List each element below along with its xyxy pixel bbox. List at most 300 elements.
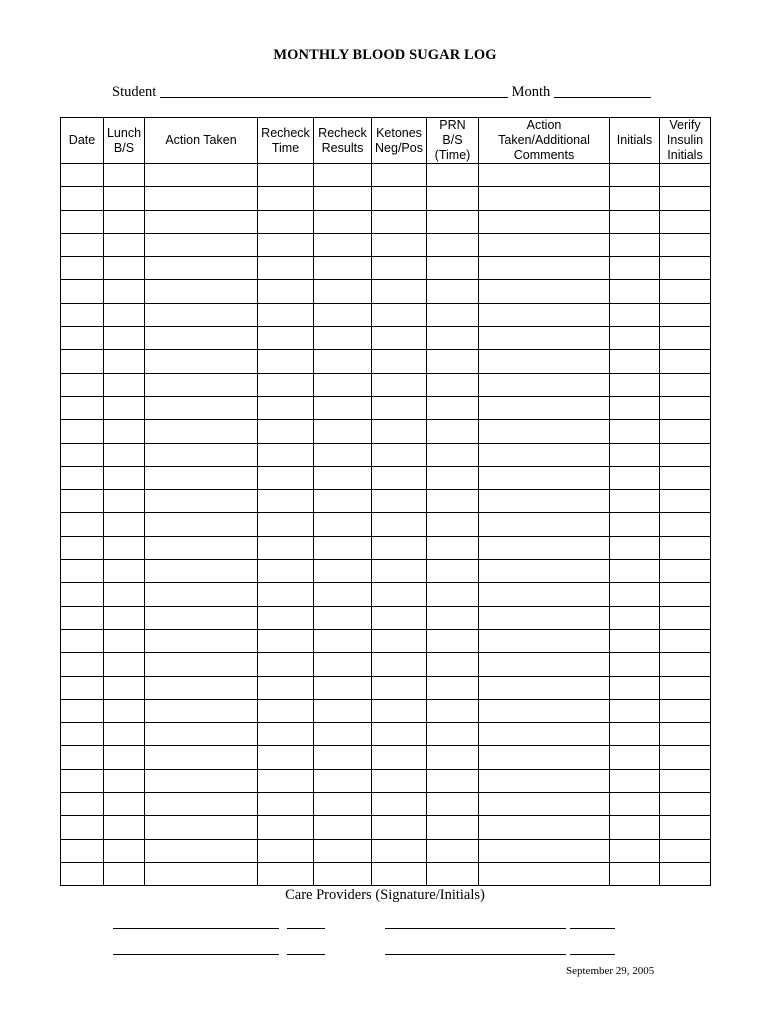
cell-action-taken[interactable] xyxy=(145,839,258,862)
cell-date[interactable] xyxy=(61,187,104,210)
cell-verify-insulin[interactable] xyxy=(660,699,711,722)
cell-action-taken[interactable] xyxy=(145,583,258,606)
cell-prn-bs[interactable] xyxy=(427,606,479,629)
cell-date[interactable] xyxy=(61,490,104,513)
cell-ketones[interactable] xyxy=(372,676,427,699)
cell-recheck-results[interactable] xyxy=(314,583,372,606)
cell-recheck-results[interactable] xyxy=(314,303,372,326)
cell-prn-bs[interactable] xyxy=(427,839,479,862)
cell-ketones[interactable] xyxy=(372,396,427,419)
cell-recheck-results[interactable] xyxy=(314,629,372,652)
cell-recheck-time[interactable] xyxy=(258,560,314,583)
cell-additional-comments[interactable] xyxy=(479,257,610,280)
cell-recheck-time[interactable] xyxy=(258,466,314,489)
cell-verify-insulin[interactable] xyxy=(660,490,711,513)
cell-additional-comments[interactable] xyxy=(479,699,610,722)
cell-additional-comments[interactable] xyxy=(479,629,610,652)
cell-prn-bs[interactable] xyxy=(427,629,479,652)
cell-action-taken[interactable] xyxy=(145,536,258,559)
cell-action-taken[interactable] xyxy=(145,233,258,256)
cell-action-taken[interactable] xyxy=(145,373,258,396)
cell-verify-insulin[interactable] xyxy=(660,420,711,443)
cell-ketones[interactable] xyxy=(372,769,427,792)
cell-recheck-results[interactable] xyxy=(314,793,372,816)
cell-additional-comments[interactable] xyxy=(479,210,610,233)
cell-date[interactable] xyxy=(61,769,104,792)
cell-additional-comments[interactable] xyxy=(479,187,610,210)
cell-prn-bs[interactable] xyxy=(427,583,479,606)
cell-action-taken[interactable] xyxy=(145,769,258,792)
cell-verify-insulin[interactable] xyxy=(660,653,711,676)
cell-lunch-bs[interactable] xyxy=(104,303,145,326)
cell-date[interactable] xyxy=(61,396,104,419)
cell-initials[interactable] xyxy=(610,396,660,419)
cell-initials[interactable] xyxy=(610,816,660,839)
cell-initials[interactable] xyxy=(610,303,660,326)
cell-initials[interactable] xyxy=(610,466,660,489)
cell-recheck-time[interactable] xyxy=(258,233,314,256)
cell-recheck-results[interactable] xyxy=(314,723,372,746)
cell-lunch-bs[interactable] xyxy=(104,466,145,489)
cell-lunch-bs[interactable] xyxy=(104,350,145,373)
cell-recheck-time[interactable] xyxy=(258,210,314,233)
cell-lunch-bs[interactable] xyxy=(104,210,145,233)
cell-additional-comments[interactable] xyxy=(479,793,610,816)
cell-date[interactable] xyxy=(61,839,104,862)
cell-additional-comments[interactable] xyxy=(479,420,610,443)
cell-date[interactable] xyxy=(61,699,104,722)
care-provider-2-initials-line[interactable] xyxy=(570,928,615,929)
cell-verify-insulin[interactable] xyxy=(660,583,711,606)
cell-recheck-results[interactable] xyxy=(314,164,372,187)
cell-verify-insulin[interactable] xyxy=(660,560,711,583)
cell-initials[interactable] xyxy=(610,583,660,606)
cell-ketones[interactable] xyxy=(372,793,427,816)
cell-recheck-time[interactable] xyxy=(258,350,314,373)
cell-recheck-time[interactable] xyxy=(258,396,314,419)
cell-date[interactable] xyxy=(61,233,104,256)
cell-action-taken[interactable] xyxy=(145,560,258,583)
cell-prn-bs[interactable] xyxy=(427,490,479,513)
cell-action-taken[interactable] xyxy=(145,676,258,699)
cell-date[interactable] xyxy=(61,606,104,629)
cell-date[interactable] xyxy=(61,327,104,350)
cell-initials[interactable] xyxy=(610,490,660,513)
cell-action-taken[interactable] xyxy=(145,723,258,746)
cell-recheck-results[interactable] xyxy=(314,606,372,629)
cell-action-taken[interactable] xyxy=(145,629,258,652)
cell-prn-bs[interactable] xyxy=(427,769,479,792)
cell-date[interactable] xyxy=(61,653,104,676)
cell-lunch-bs[interactable] xyxy=(104,373,145,396)
cell-ketones[interactable] xyxy=(372,536,427,559)
cell-recheck-time[interactable] xyxy=(258,699,314,722)
cell-recheck-results[interactable] xyxy=(314,746,372,769)
cell-lunch-bs[interactable] xyxy=(104,816,145,839)
cell-recheck-results[interactable] xyxy=(314,373,372,396)
cell-additional-comments[interactable] xyxy=(479,723,610,746)
cell-additional-comments[interactable] xyxy=(479,233,610,256)
cell-additional-comments[interactable] xyxy=(479,466,610,489)
cell-initials[interactable] xyxy=(610,723,660,746)
cell-verify-insulin[interactable] xyxy=(660,769,711,792)
cell-lunch-bs[interactable] xyxy=(104,653,145,676)
cell-prn-bs[interactable] xyxy=(427,536,479,559)
cell-date[interactable] xyxy=(61,443,104,466)
cell-verify-insulin[interactable] xyxy=(660,746,711,769)
cell-date[interactable] xyxy=(61,536,104,559)
cell-lunch-bs[interactable] xyxy=(104,862,145,885)
cell-prn-bs[interactable] xyxy=(427,327,479,350)
care-provider-1-signature-line[interactable] xyxy=(113,928,279,929)
cell-lunch-bs[interactable] xyxy=(104,629,145,652)
cell-verify-insulin[interactable] xyxy=(660,536,711,559)
cell-verify-insulin[interactable] xyxy=(660,210,711,233)
cell-lunch-bs[interactable] xyxy=(104,676,145,699)
cell-prn-bs[interactable] xyxy=(427,466,479,489)
cell-initials[interactable] xyxy=(610,629,660,652)
cell-date[interactable] xyxy=(61,629,104,652)
month-field[interactable] xyxy=(554,83,651,98)
cell-prn-bs[interactable] xyxy=(427,443,479,466)
cell-additional-comments[interactable] xyxy=(479,536,610,559)
cell-lunch-bs[interactable] xyxy=(104,280,145,303)
cell-ketones[interactable] xyxy=(372,233,427,256)
cell-prn-bs[interactable] xyxy=(427,793,479,816)
cell-initials[interactable] xyxy=(610,839,660,862)
cell-additional-comments[interactable] xyxy=(479,490,610,513)
care-provider-3-initials-line[interactable] xyxy=(287,954,325,955)
cell-recheck-time[interactable] xyxy=(258,513,314,536)
cell-verify-insulin[interactable] xyxy=(660,862,711,885)
cell-lunch-bs[interactable] xyxy=(104,793,145,816)
cell-initials[interactable] xyxy=(610,513,660,536)
cell-recheck-time[interactable] xyxy=(258,187,314,210)
cell-ketones[interactable] xyxy=(372,443,427,466)
cell-initials[interactable] xyxy=(610,233,660,256)
cell-lunch-bs[interactable] xyxy=(104,257,145,280)
cell-verify-insulin[interactable] xyxy=(660,606,711,629)
cell-action-taken[interactable] xyxy=(145,816,258,839)
cell-recheck-time[interactable] xyxy=(258,816,314,839)
cell-prn-bs[interactable] xyxy=(427,373,479,396)
cell-action-taken[interactable] xyxy=(145,187,258,210)
cell-ketones[interactable] xyxy=(372,653,427,676)
cell-prn-bs[interactable] xyxy=(427,164,479,187)
cell-lunch-bs[interactable] xyxy=(104,187,145,210)
cell-recheck-results[interactable] xyxy=(314,233,372,256)
cell-recheck-time[interactable] xyxy=(258,257,314,280)
cell-prn-bs[interactable] xyxy=(427,862,479,885)
cell-prn-bs[interactable] xyxy=(427,187,479,210)
cell-prn-bs[interactable] xyxy=(427,233,479,256)
cell-additional-comments[interactable] xyxy=(479,164,610,187)
cell-recheck-results[interactable] xyxy=(314,280,372,303)
cell-lunch-bs[interactable] xyxy=(104,606,145,629)
cell-ketones[interactable] xyxy=(372,187,427,210)
cell-ketones[interactable] xyxy=(372,629,427,652)
cell-initials[interactable] xyxy=(610,187,660,210)
cell-additional-comments[interactable] xyxy=(479,606,610,629)
cell-ketones[interactable] xyxy=(372,327,427,350)
cell-lunch-bs[interactable] xyxy=(104,490,145,513)
cell-recheck-time[interactable] xyxy=(258,583,314,606)
cell-additional-comments[interactable] xyxy=(479,676,610,699)
cell-date[interactable] xyxy=(61,676,104,699)
cell-additional-comments[interactable] xyxy=(479,583,610,606)
cell-verify-insulin[interactable] xyxy=(660,629,711,652)
cell-date[interactable] xyxy=(61,350,104,373)
cell-recheck-results[interactable] xyxy=(314,466,372,489)
cell-lunch-bs[interactable] xyxy=(104,839,145,862)
cell-additional-comments[interactable] xyxy=(479,350,610,373)
cell-ketones[interactable] xyxy=(372,862,427,885)
cell-ketones[interactable] xyxy=(372,816,427,839)
cell-recheck-time[interactable] xyxy=(258,303,314,326)
cell-lunch-bs[interactable] xyxy=(104,536,145,559)
cell-ketones[interactable] xyxy=(372,466,427,489)
care-provider-4-signature-line[interactable] xyxy=(385,954,566,955)
cell-additional-comments[interactable] xyxy=(479,862,610,885)
cell-action-taken[interactable] xyxy=(145,443,258,466)
cell-action-taken[interactable] xyxy=(145,793,258,816)
care-provider-4-initials-line[interactable] xyxy=(570,954,615,955)
cell-prn-bs[interactable] xyxy=(427,210,479,233)
cell-recheck-time[interactable] xyxy=(258,793,314,816)
cell-recheck-time[interactable] xyxy=(258,769,314,792)
cell-date[interactable] xyxy=(61,513,104,536)
cell-recheck-results[interactable] xyxy=(314,490,372,513)
cell-recheck-time[interactable] xyxy=(258,490,314,513)
care-provider-1-initials-line[interactable] xyxy=(287,928,325,929)
cell-action-taken[interactable] xyxy=(145,210,258,233)
cell-initials[interactable] xyxy=(610,257,660,280)
cell-recheck-results[interactable] xyxy=(314,769,372,792)
cell-verify-insulin[interactable] xyxy=(660,466,711,489)
cell-date[interactable] xyxy=(61,373,104,396)
cell-verify-insulin[interactable] xyxy=(660,396,711,419)
cell-initials[interactable] xyxy=(610,793,660,816)
cell-recheck-time[interactable] xyxy=(258,373,314,396)
cell-additional-comments[interactable] xyxy=(479,560,610,583)
cell-verify-insulin[interactable] xyxy=(660,257,711,280)
cell-initials[interactable] xyxy=(610,443,660,466)
cell-recheck-time[interactable] xyxy=(258,327,314,350)
cell-verify-insulin[interactable] xyxy=(660,676,711,699)
cell-action-taken[interactable] xyxy=(145,280,258,303)
cell-initials[interactable] xyxy=(610,746,660,769)
cell-recheck-results[interactable] xyxy=(314,396,372,419)
cell-additional-comments[interactable] xyxy=(479,839,610,862)
cell-action-taken[interactable] xyxy=(145,257,258,280)
cell-verify-insulin[interactable] xyxy=(660,723,711,746)
cell-initials[interactable] xyxy=(610,420,660,443)
cell-action-taken[interactable] xyxy=(145,746,258,769)
cell-lunch-bs[interactable] xyxy=(104,233,145,256)
cell-initials[interactable] xyxy=(610,350,660,373)
cell-initials[interactable] xyxy=(610,327,660,350)
cell-recheck-time[interactable] xyxy=(258,443,314,466)
cell-prn-bs[interactable] xyxy=(427,723,479,746)
cell-additional-comments[interactable] xyxy=(479,327,610,350)
cell-ketones[interactable] xyxy=(372,210,427,233)
cell-initials[interactable] xyxy=(610,769,660,792)
cell-additional-comments[interactable] xyxy=(479,443,610,466)
cell-recheck-time[interactable] xyxy=(258,420,314,443)
student-name-field[interactable] xyxy=(160,83,508,98)
cell-additional-comments[interactable] xyxy=(479,746,610,769)
cell-prn-bs[interactable] xyxy=(427,350,479,373)
cell-verify-insulin[interactable] xyxy=(660,513,711,536)
cell-verify-insulin[interactable] xyxy=(660,839,711,862)
cell-prn-bs[interactable] xyxy=(427,396,479,419)
cell-verify-insulin[interactable] xyxy=(660,233,711,256)
cell-lunch-bs[interactable] xyxy=(104,327,145,350)
cell-prn-bs[interactable] xyxy=(427,280,479,303)
cell-recheck-time[interactable] xyxy=(258,536,314,559)
cell-action-taken[interactable] xyxy=(145,699,258,722)
cell-verify-insulin[interactable] xyxy=(660,327,711,350)
cell-verify-insulin[interactable] xyxy=(660,373,711,396)
cell-ketones[interactable] xyxy=(372,746,427,769)
cell-recheck-results[interactable] xyxy=(314,513,372,536)
cell-recheck-time[interactable] xyxy=(258,676,314,699)
cell-date[interactable] xyxy=(61,723,104,746)
cell-verify-insulin[interactable] xyxy=(660,350,711,373)
cell-action-taken[interactable] xyxy=(145,862,258,885)
cell-ketones[interactable] xyxy=(372,490,427,513)
cell-verify-insulin[interactable] xyxy=(660,303,711,326)
cell-date[interactable] xyxy=(61,816,104,839)
cell-ketones[interactable] xyxy=(372,606,427,629)
cell-lunch-bs[interactable] xyxy=(104,560,145,583)
cell-recheck-time[interactable] xyxy=(258,862,314,885)
cell-date[interactable] xyxy=(61,164,104,187)
care-provider-2-signature-line[interactable] xyxy=(385,928,566,929)
cell-prn-bs[interactable] xyxy=(427,699,479,722)
cell-action-taken[interactable] xyxy=(145,513,258,536)
cell-recheck-time[interactable] xyxy=(258,653,314,676)
cell-ketones[interactable] xyxy=(372,350,427,373)
cell-prn-bs[interactable] xyxy=(427,653,479,676)
cell-recheck-results[interactable] xyxy=(314,257,372,280)
cell-lunch-bs[interactable] xyxy=(104,746,145,769)
cell-lunch-bs[interactable] xyxy=(104,723,145,746)
cell-ketones[interactable] xyxy=(372,839,427,862)
cell-additional-comments[interactable] xyxy=(479,769,610,792)
cell-initials[interactable] xyxy=(610,210,660,233)
cell-recheck-time[interactable] xyxy=(258,629,314,652)
cell-additional-comments[interactable] xyxy=(479,280,610,303)
cell-recheck-results[interactable] xyxy=(314,816,372,839)
cell-action-taken[interactable] xyxy=(145,420,258,443)
care-provider-3-signature-line[interactable] xyxy=(113,954,279,955)
cell-recheck-results[interactable] xyxy=(314,350,372,373)
cell-recheck-results[interactable] xyxy=(314,327,372,350)
cell-lunch-bs[interactable] xyxy=(104,443,145,466)
cell-initials[interactable] xyxy=(610,653,660,676)
cell-verify-insulin[interactable] xyxy=(660,280,711,303)
cell-recheck-time[interactable] xyxy=(258,746,314,769)
cell-date[interactable] xyxy=(61,793,104,816)
cell-additional-comments[interactable] xyxy=(479,396,610,419)
cell-verify-insulin[interactable] xyxy=(660,816,711,839)
cell-ketones[interactable] xyxy=(372,303,427,326)
cell-lunch-bs[interactable] xyxy=(104,513,145,536)
cell-ketones[interactable] xyxy=(372,280,427,303)
cell-action-taken[interactable] xyxy=(145,396,258,419)
cell-date[interactable] xyxy=(61,746,104,769)
cell-date[interactable] xyxy=(61,280,104,303)
cell-date[interactable] xyxy=(61,583,104,606)
cell-initials[interactable] xyxy=(610,699,660,722)
cell-prn-bs[interactable] xyxy=(427,303,479,326)
cell-recheck-time[interactable] xyxy=(258,723,314,746)
cell-recheck-results[interactable] xyxy=(314,676,372,699)
cell-recheck-results[interactable] xyxy=(314,839,372,862)
cell-lunch-bs[interactable] xyxy=(104,164,145,187)
cell-action-taken[interactable] xyxy=(145,303,258,326)
cell-action-taken[interactable] xyxy=(145,606,258,629)
cell-date[interactable] xyxy=(61,862,104,885)
cell-ketones[interactable] xyxy=(372,699,427,722)
cell-recheck-results[interactable] xyxy=(314,699,372,722)
cell-action-taken[interactable] xyxy=(145,327,258,350)
cell-prn-bs[interactable] xyxy=(427,746,479,769)
cell-recheck-results[interactable] xyxy=(314,187,372,210)
cell-initials[interactable] xyxy=(610,606,660,629)
cell-verify-insulin[interactable] xyxy=(660,187,711,210)
cell-date[interactable] xyxy=(61,466,104,489)
cell-initials[interactable] xyxy=(610,280,660,303)
cell-ketones[interactable] xyxy=(372,723,427,746)
cell-prn-bs[interactable] xyxy=(427,676,479,699)
cell-additional-comments[interactable] xyxy=(479,513,610,536)
cell-recheck-time[interactable] xyxy=(258,280,314,303)
cell-recheck-results[interactable] xyxy=(314,443,372,466)
cell-date[interactable] xyxy=(61,560,104,583)
cell-recheck-results[interactable] xyxy=(314,862,372,885)
cell-prn-bs[interactable] xyxy=(427,816,479,839)
cell-prn-bs[interactable] xyxy=(427,257,479,280)
cell-additional-comments[interactable] xyxy=(479,816,610,839)
cell-ketones[interactable] xyxy=(372,560,427,583)
cell-recheck-time[interactable] xyxy=(258,839,314,862)
cell-prn-bs[interactable] xyxy=(427,560,479,583)
cell-date[interactable] xyxy=(61,257,104,280)
cell-action-taken[interactable] xyxy=(145,653,258,676)
cell-recheck-results[interactable] xyxy=(314,210,372,233)
cell-recheck-time[interactable] xyxy=(258,164,314,187)
cell-lunch-bs[interactable] xyxy=(104,769,145,792)
cell-additional-comments[interactable] xyxy=(479,653,610,676)
cell-ketones[interactable] xyxy=(372,513,427,536)
cell-additional-comments[interactable] xyxy=(479,373,610,396)
cell-action-taken[interactable] xyxy=(145,490,258,513)
cell-additional-comments[interactable] xyxy=(479,303,610,326)
cell-recheck-results[interactable] xyxy=(314,560,372,583)
cell-initials[interactable] xyxy=(610,676,660,699)
cell-lunch-bs[interactable] xyxy=(104,699,145,722)
cell-initials[interactable] xyxy=(610,373,660,396)
cell-prn-bs[interactable] xyxy=(427,513,479,536)
cell-verify-insulin[interactable] xyxy=(660,164,711,187)
cell-initials[interactable] xyxy=(610,164,660,187)
cell-date[interactable] xyxy=(61,303,104,326)
cell-initials[interactable] xyxy=(610,536,660,559)
cell-recheck-results[interactable] xyxy=(314,536,372,559)
cell-recheck-results[interactable] xyxy=(314,653,372,676)
